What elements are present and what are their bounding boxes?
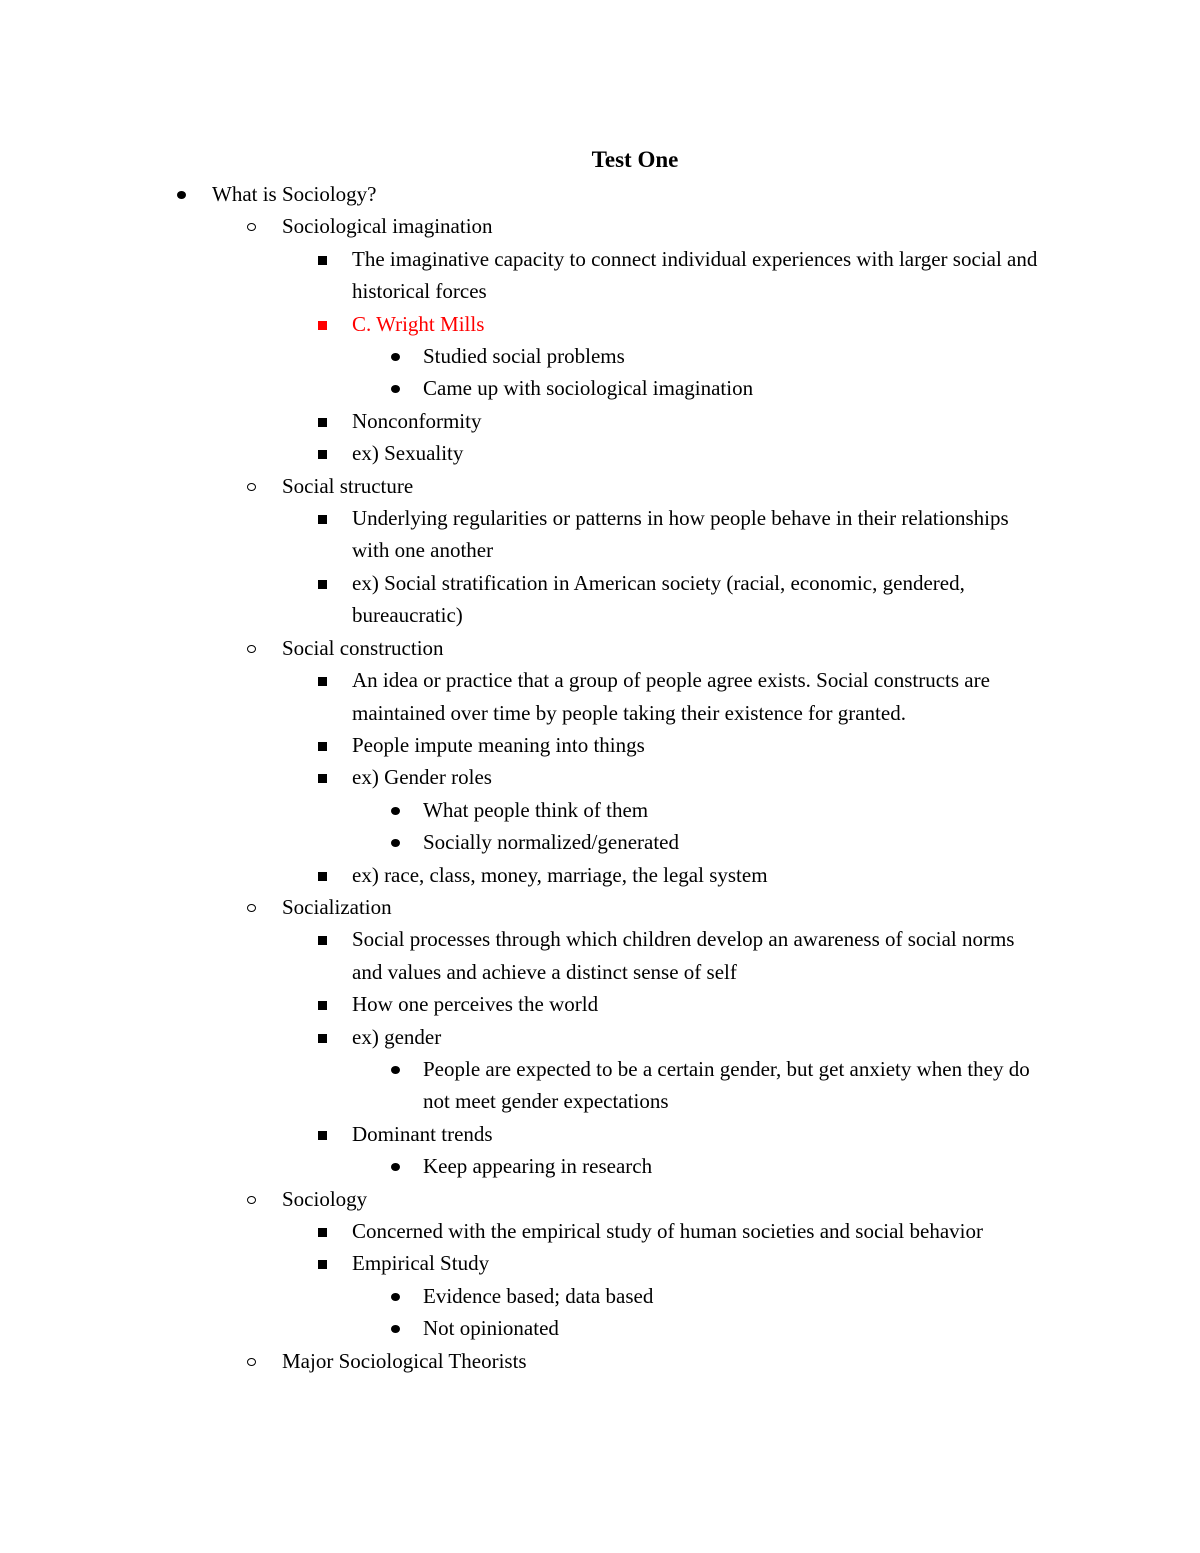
outline-item-level-3 [352, 988, 1042, 1020]
outline-item-text: How one perceives the world [352, 992, 599, 1017]
outline-item-level-3 [352, 405, 1042, 437]
bullet-ring-icon [246, 632, 260, 664]
outline-item-level-4 [423, 1150, 1043, 1182]
bullet-square-icon [317, 923, 331, 955]
document-title: Test One [591, 147, 679, 172]
bullet-ring-icon [246, 470, 260, 502]
bullet-square-icon [317, 308, 331, 340]
outline-item-level-4 [423, 340, 1043, 372]
outline-item-level-4 [423, 372, 1043, 404]
bullet-disc-icon [175, 178, 189, 210]
outline-item-level-3 [352, 502, 1042, 567]
outline-item-text: People impute meaning into things [352, 732, 645, 757]
outline-item-text: C. Wright Mills [352, 311, 485, 336]
bullet-disc-icon [389, 340, 403, 372]
outline-item-text: The imaginative capacity to connect individual experiences with larger social and historical forces [352, 246, 1038, 304]
outline-item-level-3 [352, 1215, 1042, 1247]
outline-item-text: Empirical Study [352, 1251, 490, 1276]
outline-item-text: ex) Sexuality [352, 441, 464, 466]
outline-item-level-4 [423, 826, 1043, 858]
outline-item-text: Nonconformity [352, 408, 482, 433]
bullet-disc-icon [389, 1053, 403, 1085]
outline-item-text: Social construction [282, 635, 444, 660]
outline-item-level-3 [352, 308, 1042, 340]
outline-item-level-2 [282, 891, 972, 923]
outline-item-text: Social processes through which children develop an awareness of social norms and values and achieve a distinct sense of self [352, 927, 1015, 984]
outline-item-text: Keep appearing in research [423, 1154, 653, 1179]
outline-item-level-3 [352, 859, 1042, 891]
outline-item-text: Concerned with the empirical study of human societies and social behavior [352, 1219, 983, 1243]
outline-item-level-4 [423, 794, 1043, 826]
bullet-square-icon [317, 664, 331, 696]
bullet-ring-icon [246, 1183, 260, 1215]
outline-item-text: Sociological imagination [282, 214, 493, 239]
outline-item-level-3 [352, 1021, 1042, 1053]
bullet-square-icon [317, 502, 331, 534]
outline-item-level-4 [423, 1280, 1043, 1312]
bullet-disc-icon [389, 794, 403, 826]
bullet-square-icon [317, 1247, 331, 1279]
outline-item-text: What is Sociology? [212, 182, 377, 206]
outline-item-text: ex) Gender roles [352, 765, 492, 790]
outline-item-text: Dominant trends [352, 1121, 493, 1146]
outline-item-level-3 [352, 923, 1042, 988]
outline-item-text: What people think of them [423, 797, 649, 822]
bullet-ring-icon [246, 1345, 260, 1377]
bullet-disc-icon [389, 826, 403, 858]
bullet-square-icon [317, 243, 331, 275]
outline-item-text: ex) gender [352, 1024, 442, 1049]
bullet-disc-icon [389, 1280, 403, 1312]
bullet-disc-icon [389, 372, 403, 404]
bullet-square-icon [317, 437, 331, 469]
outline-item-level-3 [352, 1118, 1042, 1150]
outline-item-text: Socialization [282, 894, 392, 919]
bullet-square-icon [317, 859, 331, 891]
outline-item-level-3 [352, 761, 1042, 793]
outline-item-level-3 [352, 243, 1042, 308]
bullet-square-icon [317, 1118, 331, 1150]
outline-item-level-4 [423, 1312, 1043, 1344]
bullet-square-icon [317, 761, 331, 793]
outline-item-level-2 [282, 470, 972, 502]
outline-item-text: ex) Social stratification in American society (racial, economic, gendered, bureaucratic) [352, 570, 965, 628]
outline-item-text: Sociology [282, 1186, 368, 1211]
outline-item-level-4 [423, 1053, 1043, 1118]
outline-item-level-3 [352, 567, 1042, 632]
outline-item-text: Underlying regularities or patterns in how people behave in their relationships with one another [352, 506, 1009, 563]
outline-item-level-3 [352, 1247, 1042, 1279]
bullet-square-icon [317, 729, 331, 761]
outline-item-level-2 [282, 1183, 972, 1215]
outline-item-level-2 [282, 632, 972, 664]
outline-item-text: Socially normalized/generated [423, 830, 679, 855]
outline-item-level-3 [352, 437, 1042, 469]
outline-item-level-2 [282, 210, 972, 242]
outline-item-level-3 [352, 729, 1042, 761]
outline-item-text: Came up with sociological imagination [423, 376, 754, 401]
outline-item-text: Evidence based; data based [423, 1283, 654, 1308]
outline-item-text: ex) race, class, money, marriage, the legal system [352, 862, 768, 887]
outline-item-text: Social structure [282, 473, 414, 498]
bullet-square-icon [317, 988, 331, 1020]
bullet-square-icon [317, 1215, 331, 1247]
outline-item-level-2 [282, 1345, 972, 1377]
bullet-square-icon [317, 405, 331, 437]
bullet-square-icon [317, 567, 331, 599]
outline-item-level-1 [212, 178, 902, 210]
outline-item-text: An idea or practice that a group of people agree exists. Social constructs are maintained over time by people taking their existence for granted. [352, 668, 990, 725]
bullet-disc-icon [389, 1150, 403, 1182]
outline-item-text: Major Sociological Theorists [282, 1348, 527, 1373]
outline-item-level-3 [352, 664, 1042, 729]
outline-item-text: Not opinionated [423, 1316, 559, 1341]
outline-item-text: Studied social problems [423, 344, 625, 369]
bullet-disc-icon [389, 1312, 403, 1344]
outline-list [0, 178, 1200, 1377]
bullet-ring-icon [246, 891, 260, 923]
outline-item-text: People are expected to be a certain gender, but get anxiety when they do not meet gender expectations [423, 1056, 1030, 1114]
bullet-ring-icon [246, 210, 260, 242]
bullet-square-icon [317, 1021, 331, 1053]
